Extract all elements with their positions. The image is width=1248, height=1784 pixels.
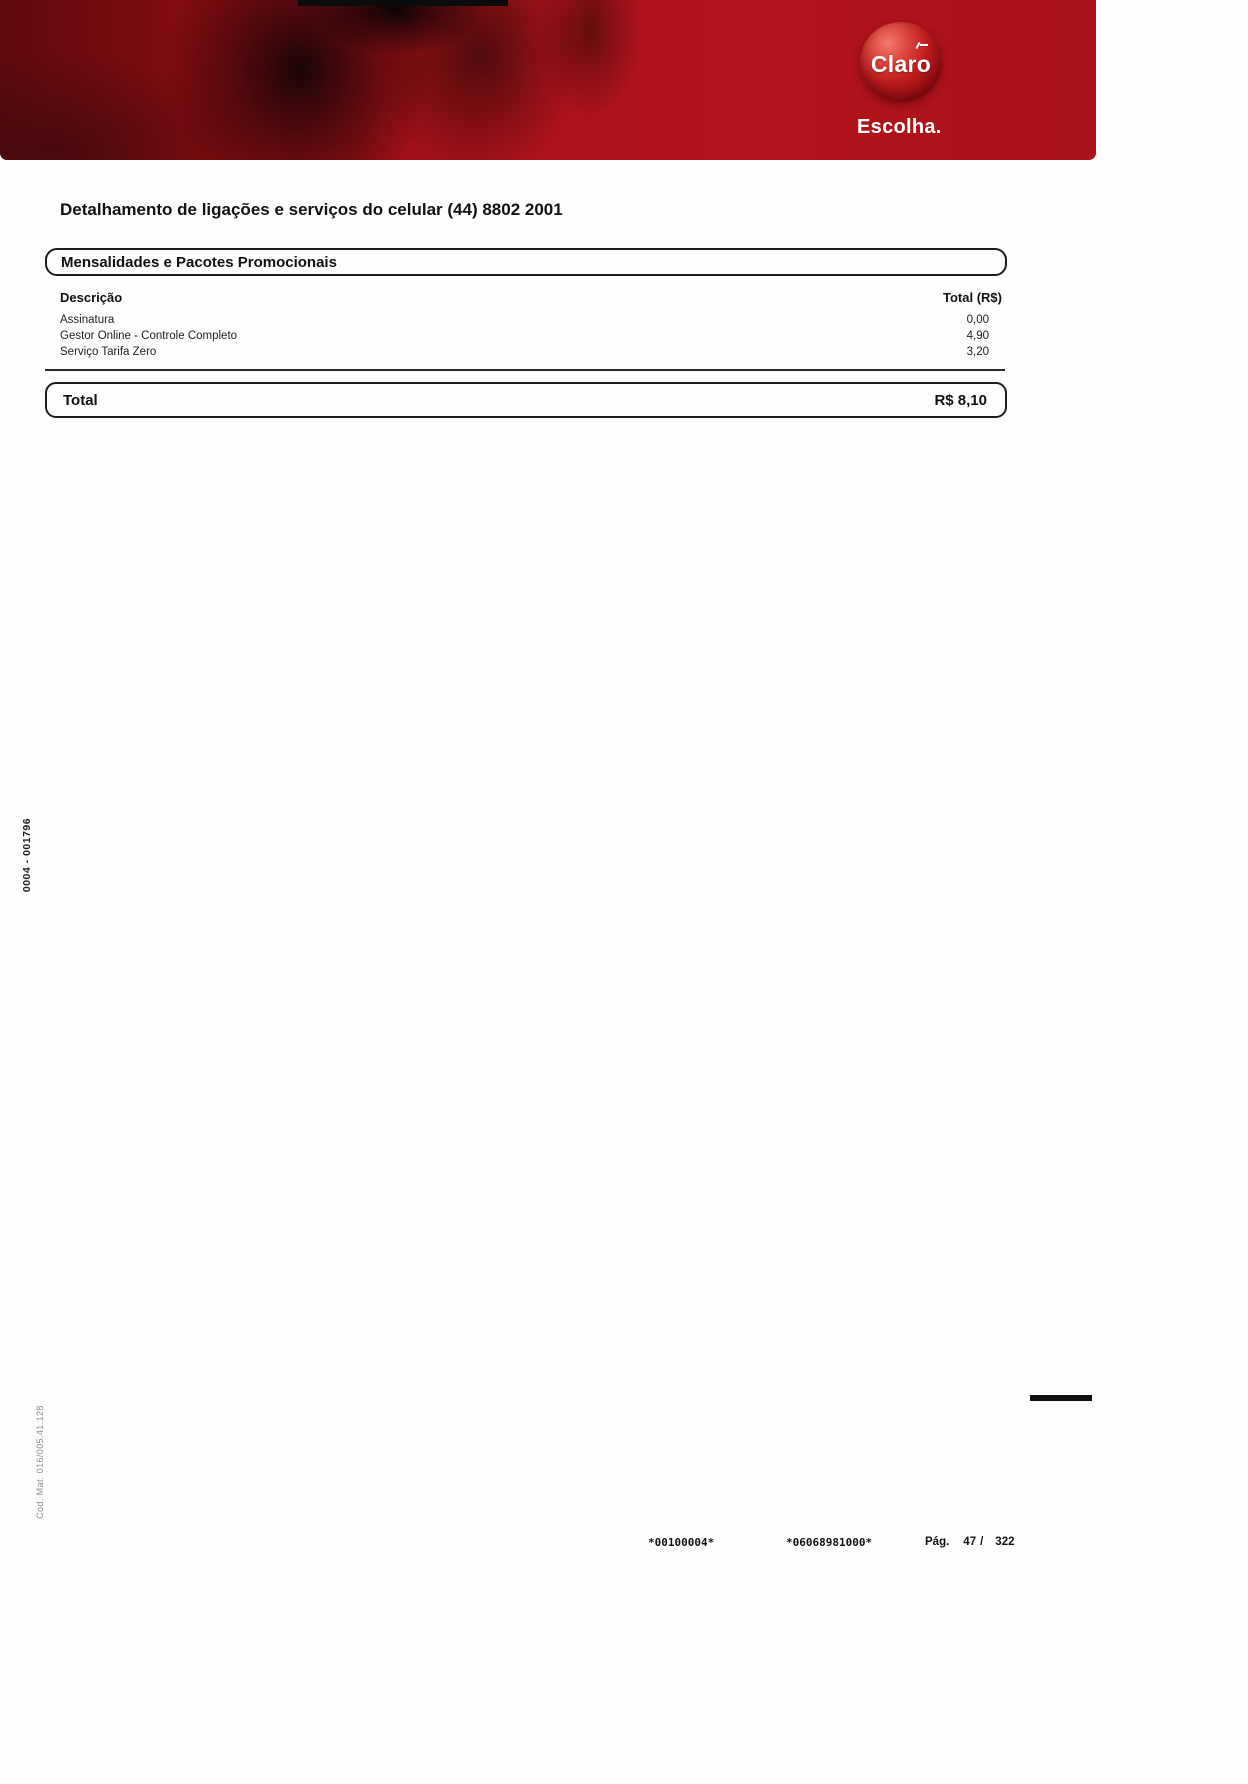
table-divider <box>45 369 1005 371</box>
footer-code-right: *06068981000* <box>786 1536 873 1549</box>
row-total: 0,00 <box>966 314 989 326</box>
table-row <box>45 330 1005 346</box>
column-total: Total (R$) <box>943 290 1002 305</box>
column-description: Descrição <box>60 290 123 305</box>
page-title: Detalhamento de ligações e serviços do celular (44) 8802 2001 <box>60 200 563 219</box>
page-current: 47 <box>963 1536 977 1548</box>
row-total: 4,90 <box>966 330 989 342</box>
claro-spark-icon <box>916 40 928 50</box>
table-body <box>45 314 1005 362</box>
page-total: 322 <box>995 1536 1015 1548</box>
row-description: Gestor Online - Controle Completo <box>60 330 238 342</box>
banner-photo <box>0 0 700 160</box>
scan-artifact-line <box>298 0 508 6</box>
table-row <box>45 314 1005 330</box>
total-box <box>45 382 1007 418</box>
total-label: Total <box>63 391 98 409</box>
table-row <box>45 346 1005 362</box>
row-description: Serviço Tarifa Zero <box>60 346 157 358</box>
table-column-header <box>45 290 1005 308</box>
page-separator: / <box>980 1536 984 1548</box>
row-description: Assinatura <box>60 314 115 326</box>
page-label: Pág. <box>925 1536 950 1548</box>
registration-mark <box>1030 1395 1092 1401</box>
footer-code-left: *00100004* <box>648 1536 715 1549</box>
row-total: 3,20 <box>966 346 989 358</box>
section-title: Mensalidades e Pacotes Promocionais <box>61 253 337 271</box>
side-batch-code: 0004 - 001796 <box>21 817 33 893</box>
claro-logo-text: Claro <box>870 50 932 77</box>
brand-tagline: Escolha. <box>857 116 942 138</box>
header-banner <box>0 0 1096 160</box>
claro-logo <box>860 22 942 102</box>
section-header-box <box>45 248 1007 276</box>
side-material-code: Cód. Mat. 016/005.41.128 <box>35 1405 45 1519</box>
total-value: R$ 8,10 <box>934 391 987 409</box>
page-indicator <box>925 1536 1014 1548</box>
